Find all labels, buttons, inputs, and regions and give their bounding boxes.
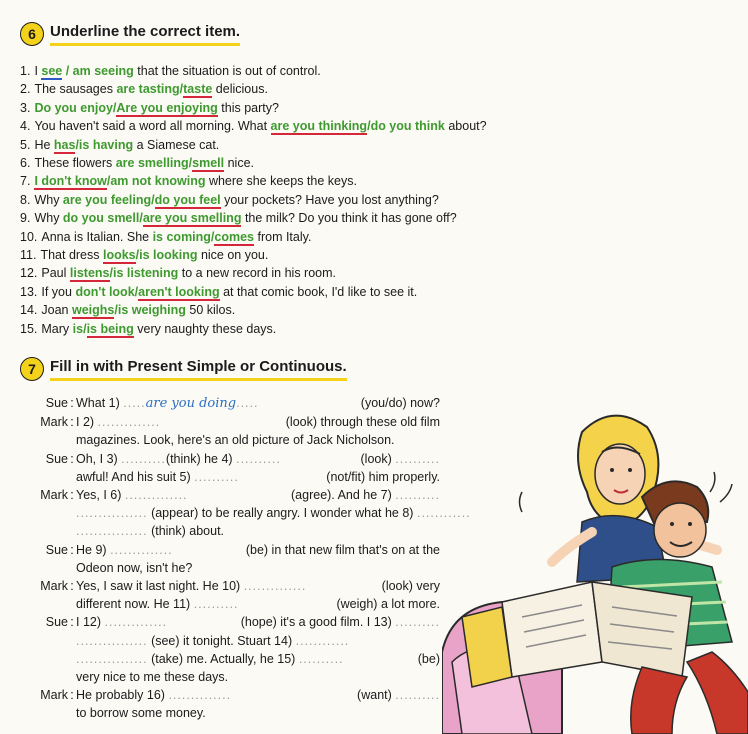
dialog-segment: (agree). And he 7) xyxy=(291,488,392,503)
item-number: 10. xyxy=(20,229,38,244)
dialog-segment: (look) through these old film xyxy=(285,415,440,430)
answer-blank[interactable]: ................ xyxy=(76,651,148,666)
option-a[interactable]: see xyxy=(41,64,63,78)
answer-blank[interactable]: .......... xyxy=(193,597,239,612)
option-b[interactable]: smell xyxy=(192,156,225,171)
item-number: 12. xyxy=(20,266,38,281)
option-separator: / xyxy=(179,82,184,97)
option-b[interactable]: is weighing xyxy=(117,303,186,318)
exercise-6-item xyxy=(20,246,487,264)
option-separator: / xyxy=(106,174,111,189)
option-a[interactable]: has xyxy=(53,137,76,152)
item-text: a Siamese cat. xyxy=(133,137,220,152)
dialog-line xyxy=(20,613,440,631)
dialog-segment: magazines. Look, here's an old picture of Jack Nicholson. xyxy=(76,433,395,448)
dialog-line xyxy=(20,559,440,577)
exercise-6-item xyxy=(20,301,487,319)
answer-blank[interactable]: .............. xyxy=(124,488,188,503)
dialog-segment: (be) in that new film that's on at the xyxy=(245,542,440,557)
dialog-left xyxy=(76,595,238,613)
dialog-text xyxy=(76,686,440,704)
exercise-6-item xyxy=(20,172,487,190)
item-text: Paul xyxy=(41,266,70,281)
exercise-title: Underline the correct item. xyxy=(50,23,240,46)
exercise-6-item xyxy=(20,99,487,117)
dialog-right xyxy=(361,394,440,413)
dialog-segment: (appear) to be really angry. I wonder what he 8) xyxy=(151,506,414,521)
option-b[interactable]: am seeing xyxy=(72,64,134,78)
speaker-name: Sue xyxy=(45,396,68,410)
option-a[interactable]: don't look xyxy=(75,284,135,299)
item-text: He xyxy=(34,137,54,152)
dialog-text xyxy=(76,413,440,431)
dialog-text xyxy=(76,577,440,595)
dialog-segment: What 1) xyxy=(76,396,120,410)
answer-blank[interactable]: ............ xyxy=(295,633,350,648)
dialog-left xyxy=(76,668,228,686)
option-b[interactable]: taste xyxy=(183,82,213,97)
dialog-right xyxy=(326,468,440,486)
option-separator: / xyxy=(367,119,371,134)
item-text: to a new record in his room. xyxy=(178,266,336,281)
speaker-name: Mark xyxy=(40,688,68,703)
dialog-segment: (want) xyxy=(357,688,392,703)
option-b[interactable]: is listening xyxy=(112,266,179,281)
dialog-right xyxy=(418,650,440,668)
item-text: where she keeps the keys. xyxy=(205,174,357,189)
item-text: nice. xyxy=(224,156,255,171)
dialog-text xyxy=(76,394,440,413)
answer-blank[interactable]: .......... xyxy=(395,615,440,630)
option-separator: / xyxy=(83,321,87,336)
answer-blank[interactable]: .............. xyxy=(110,542,173,557)
option-separator: / xyxy=(62,64,73,78)
dialog-right xyxy=(357,686,440,704)
answer-blank[interactable]: ..... xyxy=(123,396,146,410)
answer-blank[interactable]: .......... xyxy=(194,469,239,484)
dialog-left xyxy=(76,504,471,522)
dialog-left xyxy=(76,613,167,631)
dialog-segment: awful! And his suit 5) xyxy=(76,469,191,484)
dialog-left xyxy=(76,686,231,704)
dialog-left xyxy=(76,522,224,540)
item-number: 2. xyxy=(20,82,31,97)
option-a[interactable]: I don't know xyxy=(34,174,107,189)
dialog-segment: (hope) it's a good film. I 13) xyxy=(240,615,392,630)
dialog-line xyxy=(20,668,440,686)
speaker-colon: : xyxy=(70,396,74,410)
option-a[interactable]: are smelling xyxy=(115,156,189,171)
dialog-left xyxy=(76,413,160,431)
exercise-6-heading xyxy=(20,22,240,46)
speaker-colon: : xyxy=(70,688,74,703)
item-number: 8. xyxy=(20,192,31,207)
exercise-6-item xyxy=(20,320,487,338)
dialog-text xyxy=(76,450,440,468)
dialog-left xyxy=(76,468,239,486)
option-a[interactable]: are tasting xyxy=(116,82,180,97)
dialog-segment: (think) he 4) xyxy=(165,451,233,466)
option-separator: / xyxy=(134,284,139,299)
answer-blank[interactable]: .......... xyxy=(298,651,344,666)
dialog-segment: He 9) xyxy=(76,542,107,557)
dialog-text xyxy=(76,613,440,631)
exercise-6-item xyxy=(20,209,487,227)
dialog-segment: I 2) xyxy=(76,415,95,430)
answer-blank[interactable]: .......... xyxy=(395,451,440,466)
item-number: 6. xyxy=(20,156,31,171)
answer-blank[interactable]: .......... xyxy=(395,488,440,503)
option-separator: / xyxy=(109,266,113,281)
exercise-6-item xyxy=(20,228,487,246)
dialog-line xyxy=(20,413,440,431)
option-b[interactable]: is being xyxy=(86,321,134,336)
item-text: These flowers xyxy=(34,156,116,171)
dialog-line xyxy=(20,468,440,486)
option-separator: / xyxy=(210,229,215,244)
speaker-name: Mark xyxy=(40,579,68,594)
item-text: Anna is Italian. She xyxy=(41,229,153,244)
dialog-right xyxy=(286,413,440,431)
option-separator: / xyxy=(188,156,193,171)
answer-blank[interactable]: .............. xyxy=(168,688,232,703)
answer-blank[interactable]: .......... xyxy=(395,688,440,703)
dialog-segment: very nice to me these days. xyxy=(76,670,229,685)
dialog-segment: (look) xyxy=(360,451,392,466)
option-a[interactable]: Do you enjoy xyxy=(34,100,113,115)
dialog-left xyxy=(76,541,173,559)
dialog-left xyxy=(76,486,188,504)
item-text: Joan xyxy=(41,303,72,318)
item-number: 9. xyxy=(20,211,31,226)
dialog-segment: (be) xyxy=(417,651,440,666)
item-number: 1. xyxy=(20,64,31,78)
option-separator: / xyxy=(114,303,118,318)
item-text: You haven't said a word all morning. What xyxy=(34,119,271,134)
option-b[interactable]: Are you enjoying xyxy=(116,100,218,115)
dialog-segment: I 12) xyxy=(76,615,102,630)
option-a[interactable]: are you thinking xyxy=(270,119,368,134)
exercise-6-item xyxy=(20,117,487,135)
item-number: 5. xyxy=(20,137,31,152)
item-number: 7. xyxy=(20,174,31,189)
dialog-line xyxy=(20,577,440,595)
option-b[interactable]: am not knowing xyxy=(110,174,206,189)
couple-reading-illustration xyxy=(442,402,748,734)
option-a[interactable]: looks xyxy=(102,248,136,263)
dialog-left xyxy=(76,394,258,413)
dialog-line xyxy=(20,394,440,413)
item-text: from Italy. xyxy=(254,229,312,244)
speaker-colon: : xyxy=(70,542,74,557)
dialog-text xyxy=(76,486,440,504)
dialog-left xyxy=(76,632,349,650)
answer-blank[interactable]: .......... xyxy=(236,451,281,466)
exercise-6-list xyxy=(20,62,487,338)
exercise-7-heading xyxy=(20,357,347,381)
speaker-colon: : xyxy=(70,615,74,630)
dialog-segment: Yes, I 6) xyxy=(76,488,122,503)
item-text: Why xyxy=(34,211,63,226)
dialog-right xyxy=(336,595,440,613)
dialog-left xyxy=(76,450,281,468)
option-a[interactable]: is xyxy=(72,321,84,336)
option-separator: / xyxy=(135,248,140,263)
option-separator: / xyxy=(112,100,117,115)
dialog-line xyxy=(20,650,440,668)
speaker-name: Mark xyxy=(40,488,68,503)
speaker-name: Mark xyxy=(40,415,68,430)
dialog-line xyxy=(20,595,440,613)
item-text: 50 kilos. xyxy=(185,303,236,318)
dialog-line xyxy=(20,541,440,559)
item-text: That dress xyxy=(40,248,103,263)
dialog-segment: (think) about. xyxy=(151,524,225,539)
dialog-line xyxy=(20,632,440,650)
item-text: The sausages xyxy=(34,82,117,97)
item-text: that the situation is out of control. xyxy=(133,64,321,78)
dialog-segment: Yes, I saw it last night. He 10) xyxy=(76,579,241,594)
option-a[interactable]: are you feeling xyxy=(62,192,152,207)
item-text: very naughty these days. xyxy=(133,321,277,336)
dialog-left xyxy=(76,577,306,595)
option-a[interactable]: listens xyxy=(69,266,110,281)
dialog-right xyxy=(291,486,440,504)
option-separator: / xyxy=(139,211,143,226)
dialog-segment: (you/do) now? xyxy=(360,396,440,410)
item-number: 15. xyxy=(20,321,38,336)
item-number: 4. xyxy=(20,119,31,134)
dialog-right xyxy=(246,541,440,559)
option-a[interactable]: is coming xyxy=(152,229,211,244)
speaker-name: Sue xyxy=(45,451,68,466)
option-a[interactable]: do you smell xyxy=(62,211,140,226)
option-b[interactable]: is having xyxy=(78,137,134,152)
speaker-colon: : xyxy=(70,451,74,466)
option-b[interactable]: do you think xyxy=(370,119,445,134)
dialog-right xyxy=(382,577,440,595)
dialog-segment: (weigh) a lot more. xyxy=(336,597,440,612)
answer-blank[interactable]: .............. xyxy=(243,579,307,594)
exercise-7-dialog xyxy=(20,394,471,723)
exercise-6-item xyxy=(20,62,487,80)
answer-blank[interactable]: ..... xyxy=(236,396,259,410)
dialog-left xyxy=(76,431,395,449)
item-number: 13. xyxy=(20,284,38,299)
dialog-segment: (see) it tonight. Stuart 14) xyxy=(151,633,293,648)
dialog-right xyxy=(241,613,440,631)
handwritten-answer: are you doing xyxy=(145,396,237,411)
dialog-segment: Oh, I 3) xyxy=(76,451,118,466)
dialog-segment: (look) very xyxy=(381,579,440,594)
option-b[interactable]: aren't looking xyxy=(138,284,220,299)
speaker-colon: : xyxy=(70,415,74,430)
exercise-number-badge: 6 xyxy=(20,22,44,46)
option-b[interactable]: is looking xyxy=(139,248,198,263)
answer-blank[interactable]: .............. xyxy=(104,615,168,630)
item-number: 14. xyxy=(20,303,38,318)
item-number: 11. xyxy=(20,248,37,263)
item-text: Why xyxy=(34,192,63,207)
answer-blank[interactable]: ................ xyxy=(76,524,148,539)
option-a[interactable]: weighs xyxy=(71,303,115,318)
answer-blank[interactable]: .............. xyxy=(97,415,161,430)
option-separator: / xyxy=(75,137,79,152)
item-text: delicious. xyxy=(212,82,268,97)
item-text: at that comic book, I'd like to see it. xyxy=(219,284,418,299)
dialog-line xyxy=(20,522,440,540)
speaker-name: Sue xyxy=(45,542,68,557)
dialog-text xyxy=(76,541,440,559)
exercise-6-item xyxy=(20,80,487,98)
answer-blank[interactable]: ................ xyxy=(76,633,148,648)
dialog-right xyxy=(361,450,440,468)
answer-blank[interactable]: ................ xyxy=(76,506,148,521)
dialog-line xyxy=(20,704,440,722)
item-text: Mary xyxy=(41,321,73,336)
dialog-left xyxy=(76,559,192,577)
dialog-segment: different now. He 11) xyxy=(76,597,191,612)
exercise-6-item xyxy=(20,264,487,282)
option-b[interactable]: do you feel xyxy=(154,192,221,207)
exercise-6-item xyxy=(20,191,487,209)
item-text: I xyxy=(34,64,42,78)
dialog-segment: (not/fit) him properly. xyxy=(326,469,440,484)
dialog-line xyxy=(20,504,471,522)
speaker-colon: : xyxy=(70,579,74,594)
dialog-line xyxy=(20,450,440,468)
option-b[interactable]: are you smelling xyxy=(142,211,242,226)
item-text: your pockets? Have you lost anything? xyxy=(220,192,439,207)
dialog-segment: He probably 16) xyxy=(76,688,165,703)
item-text: If you xyxy=(41,284,76,299)
dialog-line xyxy=(20,431,440,449)
dialog-segment: (take) me. Actually, he 15) xyxy=(151,651,296,666)
answer-blank[interactable]: ............ xyxy=(416,506,471,521)
item-text: the milk? Do you think it has gone off? xyxy=(241,211,457,226)
dialog-left xyxy=(76,650,344,668)
exercise-title: Fill in with Present Simple or Continuous. xyxy=(50,358,347,381)
dialog-segment: to borrow some money. xyxy=(76,706,206,721)
item-text: nice on you. xyxy=(197,248,269,263)
item-text: about? xyxy=(444,119,487,134)
item-number: 3. xyxy=(20,100,31,115)
speaker-name: Sue xyxy=(45,615,68,630)
exercise-6-item xyxy=(20,154,487,172)
answer-blank[interactable]: .......... xyxy=(121,451,166,466)
dialog-left xyxy=(76,704,206,722)
exercise-6-item xyxy=(20,283,487,301)
dialog-line xyxy=(20,686,440,704)
speaker-colon: : xyxy=(70,488,74,503)
dialog-segment: Odeon now, isn't he? xyxy=(76,560,193,575)
exercise-6-item xyxy=(20,136,487,154)
dialog-line xyxy=(20,486,440,504)
option-b[interactable]: comes xyxy=(214,229,255,244)
item-text: this party? xyxy=(217,100,279,115)
exercise-number-badge: 7 xyxy=(20,357,44,381)
option-separator: / xyxy=(151,192,155,207)
